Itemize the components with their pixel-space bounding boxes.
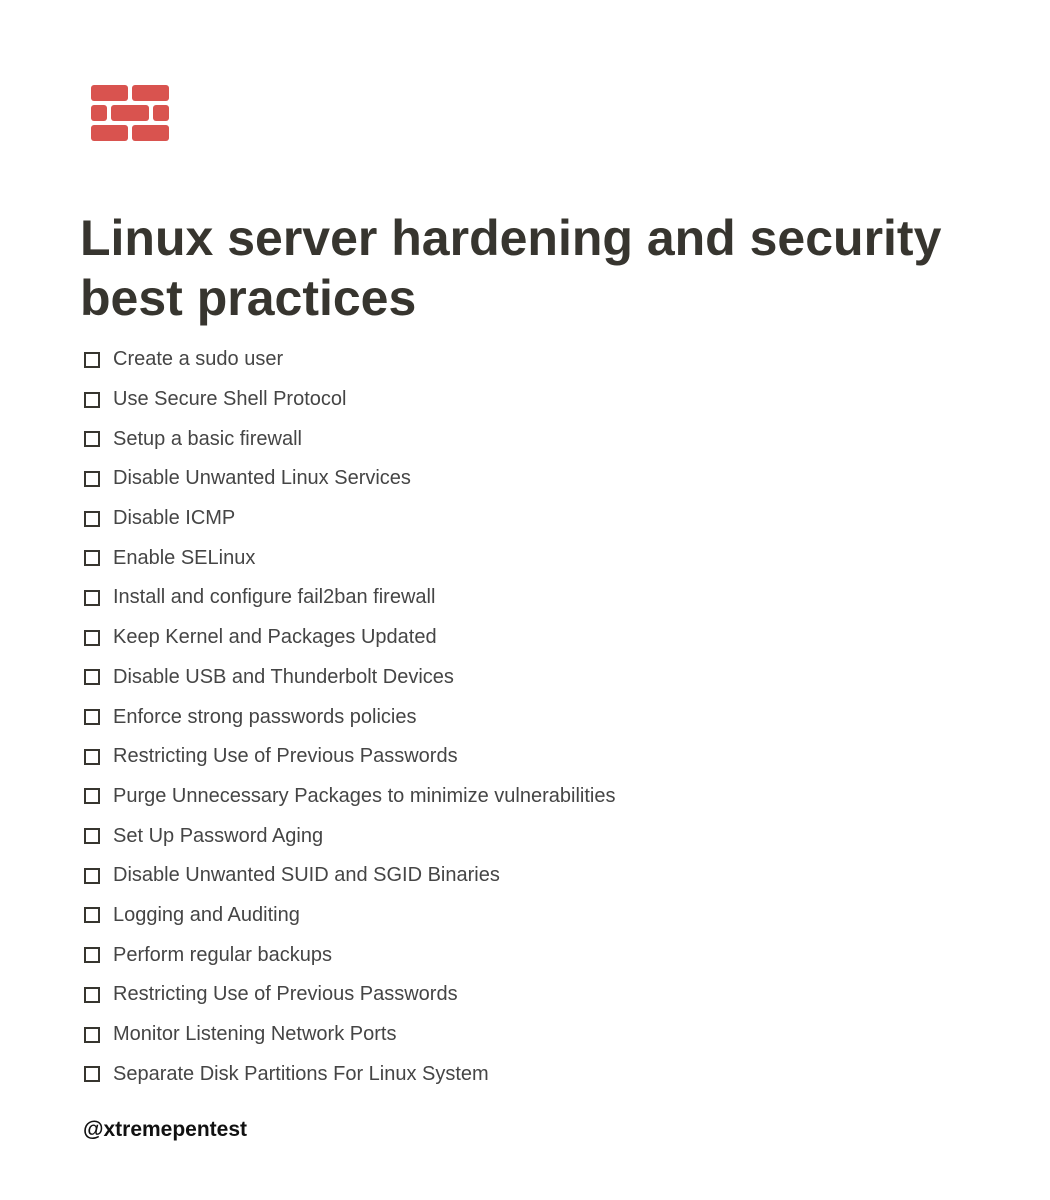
checkbox[interactable] <box>84 788 100 804</box>
checkbox[interactable] <box>84 511 100 527</box>
checklist-item <box>84 499 615 539</box>
checklist-item <box>84 578 615 618</box>
checklist-item <box>84 697 615 737</box>
checkbox[interactable] <box>84 392 100 408</box>
checkbox[interactable] <box>84 1066 100 1082</box>
checkbox[interactable] <box>84 828 100 844</box>
checklist-item-label: Enable SELinux <box>113 546 256 569</box>
checklist-item-label: Install and configure fail2ban firewall <box>113 586 436 609</box>
author-handle: @xtremepentest <box>83 1118 248 1141</box>
checklist-item <box>84 419 615 459</box>
checklist-item-label: Restricting Use of Previous Passwords <box>113 745 458 768</box>
checkbox[interactable] <box>84 947 100 963</box>
checklist-item <box>84 538 615 578</box>
checklist-item <box>84 1015 615 1055</box>
checklist-item-label: Disable Unwanted Linux Services <box>113 467 411 490</box>
checklist-item-label: Setup a basic firewall <box>113 427 302 450</box>
checklist-item-label: Use Secure Shell Protocol <box>113 388 347 411</box>
checklist-item <box>84 658 615 698</box>
checkbox[interactable] <box>84 550 100 566</box>
checklist-item <box>84 896 615 936</box>
checklist-item-label: Logging and Auditing <box>113 903 300 926</box>
checkbox[interactable] <box>84 749 100 765</box>
checklist-item-label: Disable USB and Thunderbolt Devices <box>113 665 454 688</box>
checklist-item-label: Monitor Listening Network Ports <box>113 1023 397 1046</box>
checklist-item-label: Perform regular backups <box>113 943 332 966</box>
checkbox[interactable] <box>84 471 100 487</box>
checklist-item <box>84 340 615 380</box>
checkbox[interactable] <box>84 630 100 646</box>
page-title: Linux server hardening and security best practices <box>80 210 942 326</box>
checkbox[interactable] <box>84 868 100 884</box>
checklist-item-label: Set Up Password Aging <box>113 824 324 847</box>
checklist-item-label: Create a sudo user <box>113 348 284 371</box>
checklist-item-label: Disable Unwanted SUID and SGID Binaries <box>113 864 500 887</box>
checklist-item <box>84 459 615 499</box>
checklist <box>84 340 615 1094</box>
checklist-item-label: Enforce strong passwords policies <box>113 705 417 728</box>
checklist-item <box>84 380 615 420</box>
checklist-item-label: Restricting Use of Previous Passwords <box>113 983 458 1006</box>
checklist-item <box>84 737 615 777</box>
checkbox[interactable] <box>84 431 100 447</box>
checklist-item <box>84 816 615 856</box>
checklist-item-label: Keep Kernel and Packages Updated <box>113 626 437 649</box>
checklist-item-label: Disable ICMP <box>113 507 236 530</box>
checkbox[interactable] <box>84 669 100 685</box>
checkbox[interactable] <box>84 907 100 923</box>
checklist-item <box>84 935 615 975</box>
checkbox[interactable] <box>84 1027 100 1043</box>
checklist-item <box>84 618 615 658</box>
checklist-item <box>84 975 615 1015</box>
checkbox[interactable] <box>84 352 100 368</box>
checklist-item <box>84 1054 615 1094</box>
checkbox[interactable] <box>84 590 100 606</box>
checkbox[interactable] <box>84 709 100 725</box>
brick-wall-icon <box>90 84 170 144</box>
checklist-item <box>84 777 615 817</box>
checklist-item-label: Separate Disk Partitions For Linux System <box>113 1062 489 1085</box>
checklist-item <box>84 856 615 896</box>
checklist-item-label: Purge Unnecessary Packages to minimize vulnerabilities <box>113 784 616 807</box>
checkbox[interactable] <box>84 987 100 1003</box>
